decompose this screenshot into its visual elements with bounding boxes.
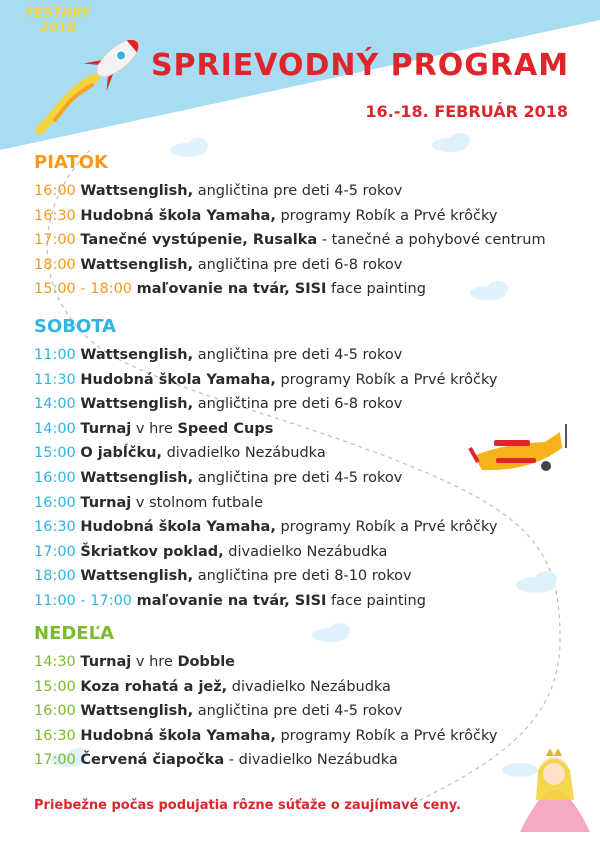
schedule-title: Wattsenglish, <box>80 396 194 413</box>
schedule-time: 17:00 <box>34 752 76 769</box>
schedule-item <box>34 253 546 278</box>
schedule-detail: programy Robík a Prvé krôčky <box>275 207 498 224</box>
schedule-title: maľovanie na tvár, SISI <box>136 281 327 298</box>
schedule-item <box>34 491 498 516</box>
schedule-title-extra: Speed Cups <box>177 420 274 437</box>
schedule-title: O jabĺčku, <box>80 445 162 462</box>
schedule-item <box>34 417 498 442</box>
schedule-title: Koza rohatá a jež, <box>80 678 228 695</box>
schedule-time: 16:30 <box>34 207 76 224</box>
schedule-detail: v hre <box>131 420 178 437</box>
schedule-time: 11:00 - 17:00 <box>34 592 133 609</box>
day-heading-piatok: PIATOK <box>34 152 108 173</box>
schedule-item <box>34 699 498 724</box>
schedule-item <box>34 343 498 368</box>
schedule-detail: divadielko Nezábudka <box>227 678 391 695</box>
schedule-detail: angličtina pre deti 6-8 rokov <box>193 256 403 273</box>
schedule-title: Wattsenglish, <box>80 183 194 199</box>
schedule-detail: programy Robík a Prvé krôčky <box>275 727 498 744</box>
schedule-item <box>34 515 498 540</box>
schedule-time: 16:30 <box>34 519 76 536</box>
schedule-detail: angličtina pre deti 4-5 rokov <box>193 703 403 720</box>
schedule-time: 11:30 <box>34 371 76 388</box>
schedule-title: Turnaj <box>80 654 132 670</box>
schedule-item <box>34 392 498 417</box>
brand-name: FESTHRY <box>25 6 91 21</box>
schedule-detail: divadielko Nezábudka <box>161 445 326 462</box>
schedule-time: 16:00 <box>34 469 76 486</box>
schedule-time: 14:30 <box>34 654 76 670</box>
schedule-title: Turnaj <box>80 494 132 511</box>
schedule-item <box>34 204 546 229</box>
schedule-title: Wattsenglish, <box>80 347 194 363</box>
footer-note: Priebežne počas podujatia rôzne súťaže o zaujímavé ceny. <box>34 798 461 813</box>
schedule-detail: - divadielko Nezábudka <box>224 752 398 769</box>
schedule-item <box>34 441 498 466</box>
schedule-time: 16:00 <box>34 703 76 720</box>
schedule-time: 14:00 <box>34 420 76 437</box>
schedule-title: Červená čiapočka <box>80 752 225 769</box>
schedule-time: 17:00 <box>34 543 76 560</box>
schedule-time: 16:30 <box>34 727 76 744</box>
schedule-title: Hudobná škola Yamaha, <box>80 727 276 744</box>
schedule-item <box>34 179 546 204</box>
schedule-detail: divadielko Nezábudka <box>223 543 388 560</box>
schedule-detail: v hre <box>131 654 178 670</box>
schedule-time: 16:00 <box>34 494 76 511</box>
schedule-item <box>34 228 546 253</box>
schedule-title: Wattsenglish, <box>80 256 194 273</box>
schedule-title: Hudobná škola Yamaha, <box>80 519 276 536</box>
schedule-detail: angličtina pre deti 4-5 rokov <box>193 347 403 363</box>
schedule-time: 15:00 - 18:00 <box>34 281 133 298</box>
schedule-title: Hudobná škola Yamaha, <box>80 371 276 388</box>
schedule-detail: angličtina pre deti 4-5 rokov <box>193 183 403 199</box>
schedule-item <box>34 564 498 589</box>
schedule-detail: - tanečné a pohybové centrum <box>317 232 546 249</box>
schedule-title-extra: Dobble <box>177 654 235 670</box>
schedule-detail: programy Robík a Prvé krôčky <box>275 519 498 536</box>
schedule-detail: angličtina pre deti 4-5 rokov <box>193 469 403 486</box>
schedule-detail: face painting <box>326 592 426 609</box>
schedule-item <box>34 368 498 393</box>
schedule-title: Wattsenglish, <box>80 568 194 585</box>
day-heading-sobota: SOBOTA <box>34 316 117 337</box>
schedule-title: Turnaj <box>80 420 132 437</box>
page-title: SPRIEVODNÝ PROGRAM <box>150 48 570 83</box>
schedule-list-nedela <box>34 650 498 773</box>
brand-logo <box>18 6 98 36</box>
schedule-item <box>34 277 546 302</box>
schedule-item <box>34 675 498 700</box>
schedule-item <box>34 724 498 749</box>
schedule-title: maľovanie na tvár, SISI <box>136 592 327 609</box>
schedule-detail: angličtina pre deti 8-10 rokov <box>193 568 412 585</box>
schedule-item <box>34 650 498 675</box>
schedule-item <box>34 540 498 565</box>
schedule-list-piatok <box>34 179 546 302</box>
cloud-icon <box>312 623 350 642</box>
princess-icon <box>520 748 590 832</box>
schedule-list-sobota <box>34 343 498 614</box>
schedule-detail: v stolnom futbale <box>131 494 264 511</box>
schedule-detail: angličtina pre deti 6-8 rokov <box>193 396 403 413</box>
schedule-detail: programy Robík a Prvé krôčky <box>275 371 498 388</box>
schedule-title: Škriatkov poklad, <box>80 543 224 560</box>
schedule-time: 16:00 <box>34 183 76 199</box>
schedule-time: 15:00 <box>34 445 76 462</box>
schedule-time: 18:00 <box>34 568 76 585</box>
schedule-detail: face painting <box>326 281 426 298</box>
day-heading-nedela: NEDEĽA <box>34 623 114 644</box>
schedule-title: Tanečné vystúpenie, Rusalka <box>80 232 318 249</box>
cloud-icon <box>502 763 538 777</box>
schedule-title: Wattsenglish, <box>80 703 194 720</box>
brand-year: 2018 <box>39 21 77 36</box>
event-dates: 16.-18. FEBRUÁR 2018 <box>365 102 568 121</box>
schedule-time: 18:00 <box>34 256 76 273</box>
schedule-time: 17:00 <box>34 232 76 249</box>
cloud-icon <box>432 133 470 152</box>
schedule-title: Wattsenglish, <box>80 469 194 486</box>
schedule-item <box>34 466 498 491</box>
schedule-item <box>34 589 498 614</box>
cloud-icon <box>516 571 557 593</box>
cloud-icon <box>170 138 208 157</box>
schedule-time: 14:00 <box>34 396 76 413</box>
schedule-title: Hudobná škola Yamaha, <box>80 207 276 224</box>
schedule-time: 15:00 <box>34 678 76 695</box>
schedule-item <box>34 748 498 773</box>
schedule-time: 11:00 <box>34 347 76 363</box>
